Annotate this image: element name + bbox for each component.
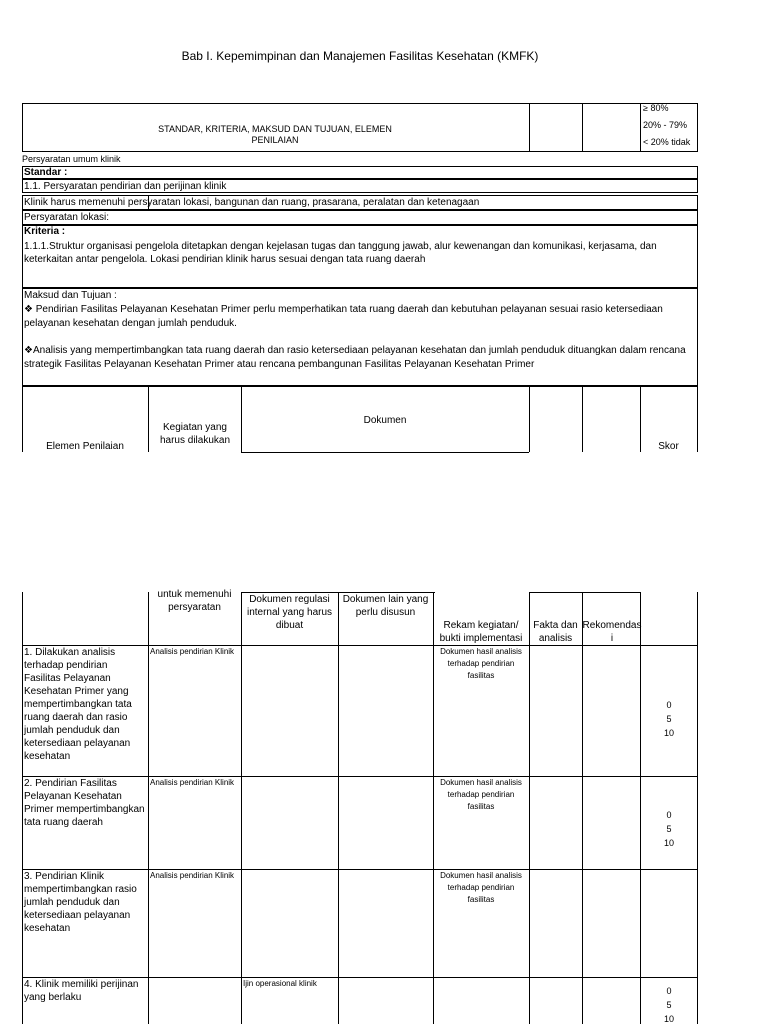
page-title: Bab I. Kepemimpinan dan Manajemen Fasilitas Kesehatan (KMFK) bbox=[181, 49, 539, 63]
skor-5: 5 bbox=[666, 714, 672, 724]
skor-10: 10 bbox=[663, 728, 674, 738]
elemen-text: 3. Pendirian Klinik mempertimbangkan rasio jumlah penduduk dan ketersediaan pelayanan kesehatan bbox=[24, 871, 137, 934]
col-skor-header: Skor bbox=[658, 441, 679, 452]
kegiatan-text: Analisis pendirian Klinik bbox=[150, 647, 235, 656]
col-rekomendasi: Rekomendasi bbox=[582, 620, 642, 644]
regulasi-text: Ijin operasional klinik bbox=[243, 979, 317, 988]
col-fakta: Fakta dan analisis bbox=[533, 620, 578, 644]
elemen-text: 2. Pendirian Fasilitas Pelayanan Kesehatan Primer mempertimbangkan tata ruang daerah bbox=[24, 778, 145, 828]
col-kegiatan-header-top: Kegiatan yang harus dilakukan bbox=[159, 422, 231, 446]
kegiatan-text: Analisis pendirian Klinik bbox=[150, 871, 235, 880]
elemen-text: 4. Klinik memiliki perijinan yang berlaku bbox=[24, 979, 139, 1003]
standar-header-label-1: STANDAR, KRITERIA, MAKSUD DAN TUJUAN, ELEMEN bbox=[158, 124, 392, 134]
standar-header-label-2: PENILAIAN bbox=[251, 135, 299, 145]
standar-desc: Klinik harus memenuhi persyaratan lokasi, bangunan dan ruang, prasarana, peralatan dan ketenagaan bbox=[24, 197, 480, 208]
elemen-text: 1. Dilakukan analisis terhadap pendirian Fasilitas Pelayanan Kesehatan Primer yang mempertimbangkan tata ruang daerah dan rasio jumlah penduduk dan ketersediaan pelayanan kesehatan bbox=[24, 647, 132, 762]
legend-mid: 20% - 79% bbox=[643, 120, 688, 130]
rekam-text: Dokumen hasil analisis terhadap pendirian fasilitas bbox=[440, 871, 522, 904]
kriteria-label: Kriteria : bbox=[24, 226, 66, 237]
maksud-paragraph-2: ❖Analisis yang mempertimbangkan tata ruang daerah dan rasio ketersediaan pelayanan kesehatan dan jumlah penduduk dituangkan dalam rencana strategik Fasilitas Pelayanan Kesehatan Primer atau rencana pembangunan Fasilitas Pelayanan Kesehatan Primer bbox=[24, 345, 686, 370]
skor-values bbox=[641, 984, 697, 1026]
skor-10: 10 bbox=[663, 838, 674, 848]
skor-5: 5 bbox=[666, 824, 672, 834]
skor-10: 10 bbox=[663, 1014, 674, 1024]
skor-5: 5 bbox=[666, 1000, 672, 1010]
skor-0: 0 bbox=[666, 986, 672, 996]
col-dokumen-regulasi: Dokumen regulasi internal yang harus dibuat bbox=[246, 594, 333, 631]
maksud-paragraph-1: ❖ Pendirian Fasilitas Pelayanan Kesehatan Primer perlu memperhatikan tata ruang daerah dan kebutuhan pelayanan sesuai rasio ketersediaan pelayanan kesehatan dengan jumlah penduduk. bbox=[24, 304, 663, 329]
skor-values bbox=[641, 808, 697, 850]
skor-0: 0 bbox=[666, 700, 672, 710]
legend-high: ≥ 80% bbox=[643, 103, 669, 113]
col-kegiatan-header-bottom: untuk memenuhi persyaratan bbox=[157, 589, 232, 613]
persyaratan-umum: Persyaratan umum klinik bbox=[22, 154, 121, 164]
kegiatan-text: Analisis pendirian Klinik bbox=[150, 778, 235, 787]
skor-values bbox=[641, 698, 697, 740]
standar-label: Standar : bbox=[24, 167, 68, 178]
standar-row bbox=[22, 166, 698, 179]
col-elemen-header: Elemen Penilaian bbox=[46, 441, 124, 452]
rekam-text: Dokumen hasil analisis terhadap pendirian fasilitas bbox=[440, 778, 522, 811]
skor-0: 0 bbox=[666, 810, 672, 820]
kriteria-text: 1.1.1.Struktur organisasi pengelola ditetapkan dengan kejelasan tugas dan tanggung jawab, alur kewenangan dan komunikasi, kerjasama, dan keterkaitan antar pengelola. Lokasi pendirian klinik harus sesuai dengan tata ruang daerah bbox=[24, 241, 657, 265]
persyaratan-lokasi-row bbox=[22, 210, 698, 225]
rekam-text: Dokumen hasil analisis terhadap pendirian fasilitas bbox=[440, 647, 522, 680]
standar-1-1: 1.1. Persyaratan pendirian dan perijinan klinik bbox=[24, 181, 227, 192]
col-rekam: Rekam kegiatan/ bukti implementasi bbox=[439, 620, 523, 644]
maksud-label: Maksud dan Tujuan : bbox=[24, 290, 117, 301]
persyaratan-lokasi: Persyaratan lokasi: bbox=[24, 212, 110, 223]
col-dokumen-lain: Dokumen lain yang perlu disusun bbox=[342, 594, 429, 618]
col-dokumen-header: Dokumen bbox=[363, 415, 407, 426]
legend-low: < 20% tidak bbox=[643, 137, 691, 147]
